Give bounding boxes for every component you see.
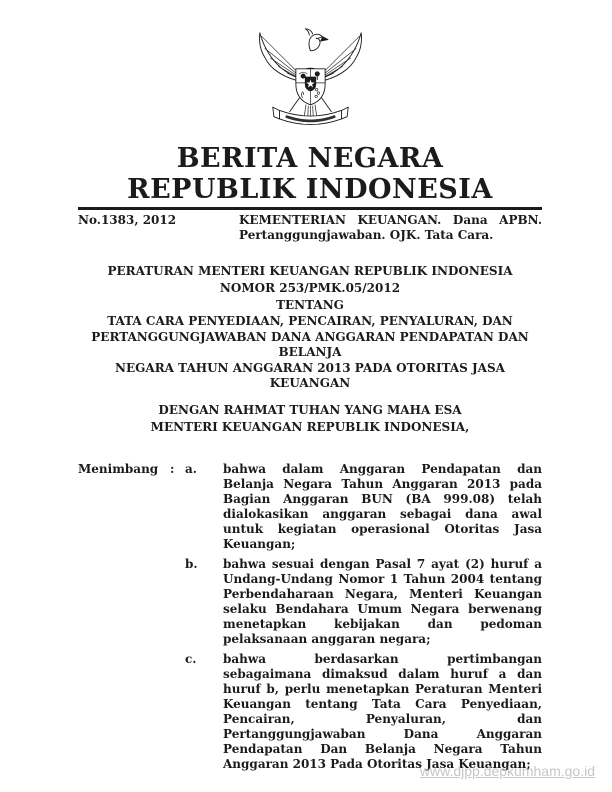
item-text: bahwa dalam Anggaran Pendapatan dan Belanja Negara Tahun Anggaran 2013 pada Bagian Anggaran BUN (BA 999.08) telah dialokasikan anggaran sebagai dana awal untuk kegiatan operasional Otoritas Jasa Keuangan; xyxy=(223,461,542,551)
subject-line1: KEMENTERIAN KEUANGAN. Dana APBN. xyxy=(239,213,542,227)
item-letter: c. xyxy=(185,651,197,666)
invocation-line: DENGAN RAHMAT TUHAN YANG MAHA ESA xyxy=(158,402,462,417)
regulation-title-line: NEGARA TAHUN ANGGARAN 2013 PADA OTORITAS JASA KEUANGAN xyxy=(115,360,505,390)
masthead-rule xyxy=(78,207,542,210)
garuda-pancasila-emblem xyxy=(78,26,542,133)
regulation-tentang: TENTANG xyxy=(276,298,344,312)
considerations-colon: : xyxy=(170,461,175,476)
consideration-item xyxy=(185,652,542,772)
item-letter: b. xyxy=(185,556,198,571)
considerations-label: Menimbang xyxy=(78,461,159,476)
watermark-link[interactable]: www.djpp.depkumham.go.id xyxy=(419,763,595,779)
masthead xyxy=(78,143,542,205)
garuda-icon xyxy=(254,26,367,133)
considerations-section xyxy=(78,462,542,777)
subject-line2: Pertanggungjawaban. OJK. Tata Cara. xyxy=(239,228,494,242)
item-letter: a. xyxy=(185,461,197,476)
considerations-list xyxy=(185,462,542,777)
authority-line: MENTERI KEUANGAN REPUBLIK INDONESIA, xyxy=(150,419,470,434)
regulation-title-line: PERTANGGUNGJAWABAN DANA ANGGARAN PENDAPATAN DAN BELANJA xyxy=(91,329,529,359)
regulation-number: NOMOR 253/PMK.05/2012 xyxy=(219,281,401,295)
issue-number: No.1383, 2012 xyxy=(78,213,177,227)
subject-block xyxy=(239,213,542,243)
consideration-item xyxy=(185,557,542,647)
consideration-item xyxy=(185,462,542,552)
item-text: bahwa sesuai dengan Pasal 7 ayat (2) huruf a Undang-Undang Nomor 1 Tahun 2004 tentang Perbendaharaan Negara, Menteri Keuangan selaku Bendahara Umum Negara berwenang menetapkan kebijakan dan pedoman pelaksanaan anggaran negara; xyxy=(223,556,542,646)
issue-row xyxy=(78,213,542,243)
masthead-title-line2: REPUBLIK INDONESIA xyxy=(127,174,493,205)
item-text: bahwa berdasarkan pertimbangan sebagaimana dimaksud dalam huruf a dan huruf b, perlu menetapkan Peraturan Menteri Keuangan tentang Tata Cara Penyediaan, Pencairan, Penyaluran, dan Pertanggungjawaban Dana Anggaran Pendapatan Dan Belanja Negara Tahun Anggaran 2013 Pada Otoritas Jasa Keuangan; xyxy=(223,651,542,771)
regulation-heading xyxy=(78,263,542,436)
masthead-title-line1: BERITA NEGARA xyxy=(176,143,444,174)
regulation-title-line: TATA CARA PENYEDIAAN, PENCAIRAN, PENYALURAN, DAN xyxy=(107,314,513,328)
regulation-issuer: PERATURAN MENTERI KEUANGAN REPUBLIK INDONESIA xyxy=(107,264,513,278)
